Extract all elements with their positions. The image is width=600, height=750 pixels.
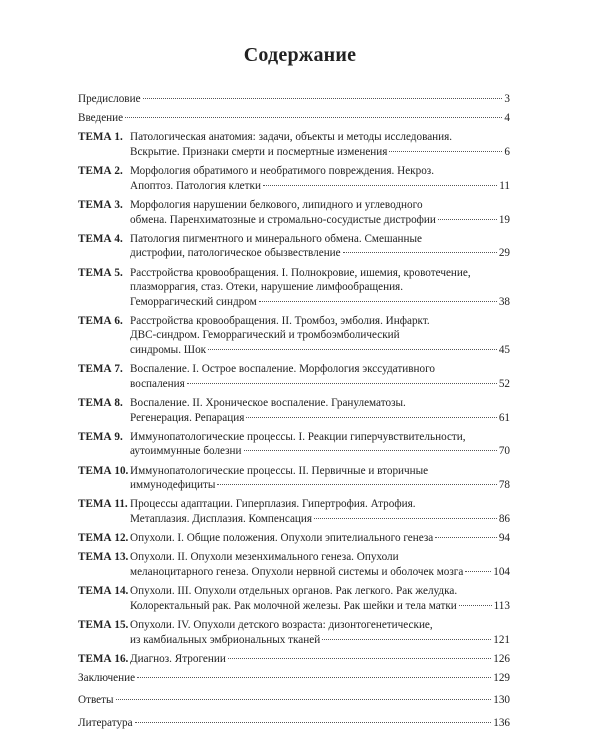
- page-number: 94: [498, 532, 510, 545]
- toc-topic-entry[interactable]: [78, 464, 510, 493]
- page-number: 19: [498, 213, 510, 226]
- toc-entry-label: Предисловие: [78, 93, 141, 105]
- toc-entry[interactable]: [78, 716, 510, 731]
- topic-number: ТЕМА 16.: [78, 652, 129, 665]
- dot-leader: [208, 349, 497, 350]
- topic-title-line: Метаплазия. Дисплазия. Компенсация: [130, 512, 313, 525]
- topic-title-last-line: [130, 145, 510, 160]
- dot-leader: [314, 518, 497, 519]
- toc-topic-entry[interactable]: [78, 531, 510, 546]
- topic-title-last-line: [130, 377, 510, 392]
- toc-entry[interactable]: [78, 671, 510, 686]
- topic-number: ТЕМА 15.: [78, 618, 129, 631]
- topic-number: ТЕМА 2.: [78, 165, 123, 178]
- toc-entry[interactable]: [78, 111, 510, 126]
- page-number: 121: [493, 633, 510, 646]
- topic-title-last-line: [130, 478, 510, 493]
- toc-topic-entry[interactable]: [78, 164, 510, 193]
- topic-title-line: Опухоли. III. Опухоли отдельных органов. Рак легкого. Рак желудка.: [130, 585, 458, 598]
- topic-number: ТЕМА 5.: [78, 266, 123, 279]
- toc-entry-label: Литература: [78, 717, 133, 730]
- dot-leader: [125, 117, 502, 118]
- toc-topic-entry[interactable]: [78, 497, 510, 526]
- topic-title-line: Опухоли. IV. Опухоли детского возраста: дизонтогенетические,: [130, 618, 433, 631]
- topic-title-line: обмена. Паренхиматозные и стромально-сосудистые дистрофии: [130, 213, 436, 226]
- page-title: Содержание: [243, 44, 357, 66]
- topic-title-line: Патология пигментного и минерального обмена. Смешанные: [130, 232, 422, 245]
- toc-entry-label: Ответы: [78, 694, 114, 707]
- dot-leader: [116, 699, 492, 700]
- dot-leader: [143, 98, 503, 99]
- dot-leader: [246, 417, 496, 418]
- topic-title-line: плазморрагия, стаз. Отеки, нарушение лимфообращения.: [130, 281, 404, 294]
- topic-title-line: Расстройства кровообращения. I. Полнокровие, ишемия, кровотечение,: [130, 266, 471, 279]
- toc-topic-entry[interactable]: [78, 232, 510, 261]
- topic-title-line: Геморрагический синдром: [130, 295, 257, 308]
- page-number: 126: [493, 652, 510, 665]
- topic-title-line: Морфология обратимого и необратимого повреждения. Некроз.: [130, 165, 434, 178]
- toc-entry[interactable]: [78, 693, 510, 708]
- topic-number: ТЕМА 14.: [78, 585, 129, 598]
- page-number: 86: [498, 512, 510, 525]
- topic-title-line: Колоректальный рак. Рак молочной железы. Рак шейки и тела матки: [130, 599, 457, 612]
- topic-number: ТЕМА 8.: [78, 397, 123, 410]
- dot-leader: [435, 537, 497, 538]
- topic-title-line: иммунодефициты: [130, 479, 216, 492]
- topic-title-line: Воспаление. I. Острое воспаление. Морфология экссудативного: [130, 363, 435, 376]
- topic-number: ТЕМА 9.: [78, 430, 123, 443]
- dot-leader: [263, 185, 497, 186]
- topic-title-line: Патологическая анатомия: задачи, объекты и методы исследования.: [130, 131, 453, 144]
- page-number: 11: [499, 179, 510, 192]
- dot-leader: [137, 677, 491, 678]
- page-number: 130: [493, 694, 510, 707]
- topic-title-last-line: [130, 512, 510, 527]
- topic-title-last-line: [130, 444, 510, 459]
- toc-topic-entry[interactable]: [78, 652, 510, 667]
- topic-title-last-line: [130, 295, 510, 310]
- page-number: 38: [498, 295, 510, 308]
- toc-topic-entry[interactable]: [78, 430, 510, 459]
- topic-title-line: Воспаление. II. Хроническое воспаление. Гранулематозы.: [130, 397, 406, 410]
- page-number: 3: [504, 93, 510, 105]
- toc-entry[interactable]: [78, 92, 510, 107]
- topic-title-last-line: [130, 565, 510, 580]
- page-number: 78: [498, 479, 510, 492]
- toc-entry-label: Заключение: [78, 671, 136, 684]
- page-number: 45: [498, 344, 510, 357]
- toc-entry-label: Введение: [78, 112, 124, 125]
- toc-topic-entry[interactable]: [78, 396, 510, 425]
- topic-title-last-line: [130, 599, 510, 614]
- page-number: 70: [498, 445, 510, 458]
- topic-number: ТЕМА 13.: [78, 551, 129, 564]
- table-of-contents: [78, 92, 510, 739]
- dot-leader: [389, 151, 502, 152]
- dot-leader: [228, 658, 491, 659]
- topic-title-line: Морфология нарушении белкового, липидного и углеводного: [130, 198, 423, 211]
- page-number: 52: [498, 377, 510, 390]
- topic-title-line: синдромы. Шок: [130, 344, 207, 357]
- topic-title-line: Опухоли. I. Общие положения. Опухоли эпителиального генеза: [130, 532, 434, 545]
- topic-title-last-line: [130, 633, 510, 648]
- dot-leader: [465, 571, 491, 572]
- topic-title-line: Иммунопатологические процессы. I. Реакции гиперчувствительности,: [130, 430, 466, 443]
- topic-number: ТЕМА 10.: [78, 464, 129, 477]
- page-number: 104: [493, 565, 510, 578]
- topic-title-line: Вскрытие. Признаки смерти и посмертные изменения: [130, 145, 388, 158]
- toc-topic-entry[interactable]: [78, 584, 510, 613]
- topic-title-line: Расстройства кровообращения. II. Тромбоз, эмболия. Инфаркт.: [130, 314, 430, 327]
- topic-title-last-line: [130, 531, 510, 546]
- topic-title-last-line: [130, 179, 510, 194]
- dot-leader: [322, 639, 491, 640]
- dot-leader: [244, 450, 497, 451]
- dot-leader: [217, 484, 496, 485]
- topic-title-line: Диагноз. Ятрогении: [130, 652, 226, 665]
- topic-number: ТЕМА 11.: [78, 498, 128, 511]
- topic-number: ТЕМА 7.: [78, 363, 123, 376]
- topic-title-line: Апоптоз. Патология клетки: [130, 179, 261, 192]
- page-number: 6: [504, 145, 510, 158]
- topic-title-line: Регенерация. Репарация: [130, 411, 245, 424]
- topic-title-line: Процессы адаптации. Гиперплазия. Гипертрофия. Атрофия.: [130, 498, 416, 511]
- page-number: 136: [493, 717, 510, 730]
- page-number: 29: [498, 247, 510, 260]
- page-number: 113: [493, 599, 510, 612]
- topic-title-last-line: [130, 246, 510, 261]
- topic-title-last-line: [130, 411, 510, 426]
- toc-topic-entry[interactable]: [78, 550, 510, 579]
- toc-topic-entry[interactable]: [78, 198, 510, 227]
- dot-leader: [343, 252, 497, 253]
- topic-number: ТЕМА 3.: [78, 198, 123, 211]
- topic-title-last-line: [130, 343, 510, 358]
- dot-leader: [438, 219, 497, 220]
- dot-leader: [135, 722, 492, 723]
- topic-title-last-line: [130, 213, 510, 228]
- topic-title-line: из камбиальных эмбриональных тканей: [130, 633, 321, 646]
- topic-number: ТЕМА 1.: [78, 131, 123, 144]
- topic-title-line: Иммунопатологические процессы. II. Первичные и вторичные: [130, 464, 429, 477]
- toc-topic-entry[interactable]: [78, 314, 510, 358]
- toc-topic-entry[interactable]: [78, 130, 510, 159]
- topic-title-line: меланоцитарного генеза. Опухоли нервной системы и оболочек мозга: [130, 565, 464, 578]
- topic-title-line: воспаления: [130, 377, 185, 390]
- dot-leader: [187, 383, 497, 384]
- page-number: 129: [493, 671, 510, 684]
- topic-number: ТЕМА 12.: [78, 532, 129, 545]
- topic-title-line: Опухоли. II. Опухоли мезенхимального генеза. Опухоли: [130, 551, 399, 564]
- topic-title-line: ДВС-синдром. Геморрагический и тромбоэмболический: [130, 329, 400, 342]
- page-number: 61: [498, 411, 510, 424]
- topic-title-line: дистрофии, патологическое обызвествление: [130, 247, 341, 260]
- toc-topic-entry[interactable]: [78, 266, 510, 310]
- page-number: 4: [504, 112, 510, 125]
- toc-topic-entry[interactable]: [78, 362, 510, 391]
- dot-leader: [259, 301, 497, 302]
- topic-number: ТЕМА 6.: [78, 314, 123, 327]
- topic-title-last-line: [130, 652, 510, 667]
- topic-number: ТЕМА 4.: [78, 232, 123, 245]
- dot-leader: [459, 605, 492, 606]
- toc-topic-entry[interactable]: [78, 618, 510, 647]
- topic-title-line: аутоиммунные болезни: [130, 445, 242, 458]
